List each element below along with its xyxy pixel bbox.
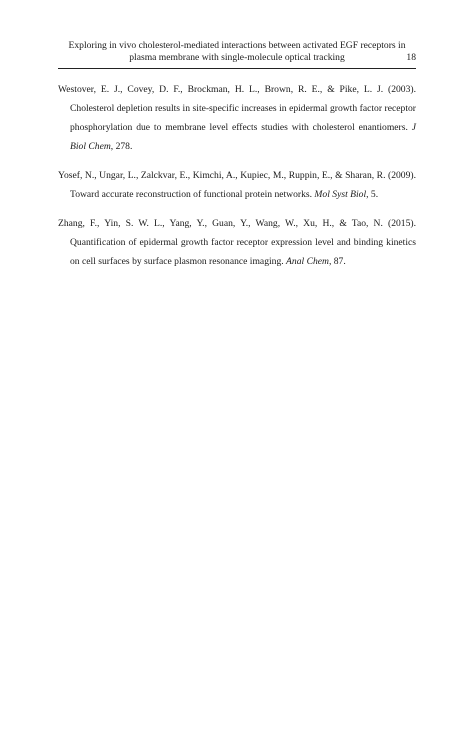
- reference-volume: , 87.: [328, 256, 346, 267]
- reference-item: [58, 214, 416, 271]
- header-rule: [58, 68, 416, 69]
- reference-item: [58, 80, 416, 156]
- reference-text: Yosef, N., Ungar, L., Zalckvar, E., Kimchi, A., Kupiec, M., Ruppin, E., & Sharan, R. (2009). Toward accurate reconstruction of functional protein networks.: [58, 170, 416, 200]
- reference-item: [58, 166, 416, 204]
- running-head-title-line2: plasma membrane with single-molecule optical tracking: [129, 52, 345, 64]
- reference-text: Westover, E. J., Covey, D. F., Brockman, H. L., Brown, R. E., & Pike, L. J. (2003). Cholesterol depletion results in site-specific increases in epidermal growth factor receptor phosphorylation due to membrane level effects studies with cholesterol enantiomers.: [58, 84, 416, 133]
- page-number: 18: [406, 52, 416, 64]
- reference-text: Zhang, F., Yin, S. W. L., Yang, Y., Guan, Y., Wang, W., Xu, H., & Tao, N. (2015). Quantification of epidermal growth factor receptor expression level and binding kinetics on cell surfaces by surface plasmon resonance imaging.: [58, 218, 416, 267]
- reference-journal: J Biol Chem: [70, 122, 416, 152]
- running-head-title-line1: Exploring in vivo cholesterol-mediated interactions between activated EGF receptors in: [68, 40, 406, 51]
- running-head-title-line2-container: [58, 52, 416, 64]
- running-head: [58, 40, 416, 65]
- reference-journal: Anal Chem: [286, 256, 329, 267]
- reference-journal: Mol Syst Biol: [314, 189, 367, 200]
- reference-volume: , 5.: [366, 189, 379, 200]
- reference-volume: , 278.: [110, 141, 133, 152]
- reference-list: [58, 80, 416, 281]
